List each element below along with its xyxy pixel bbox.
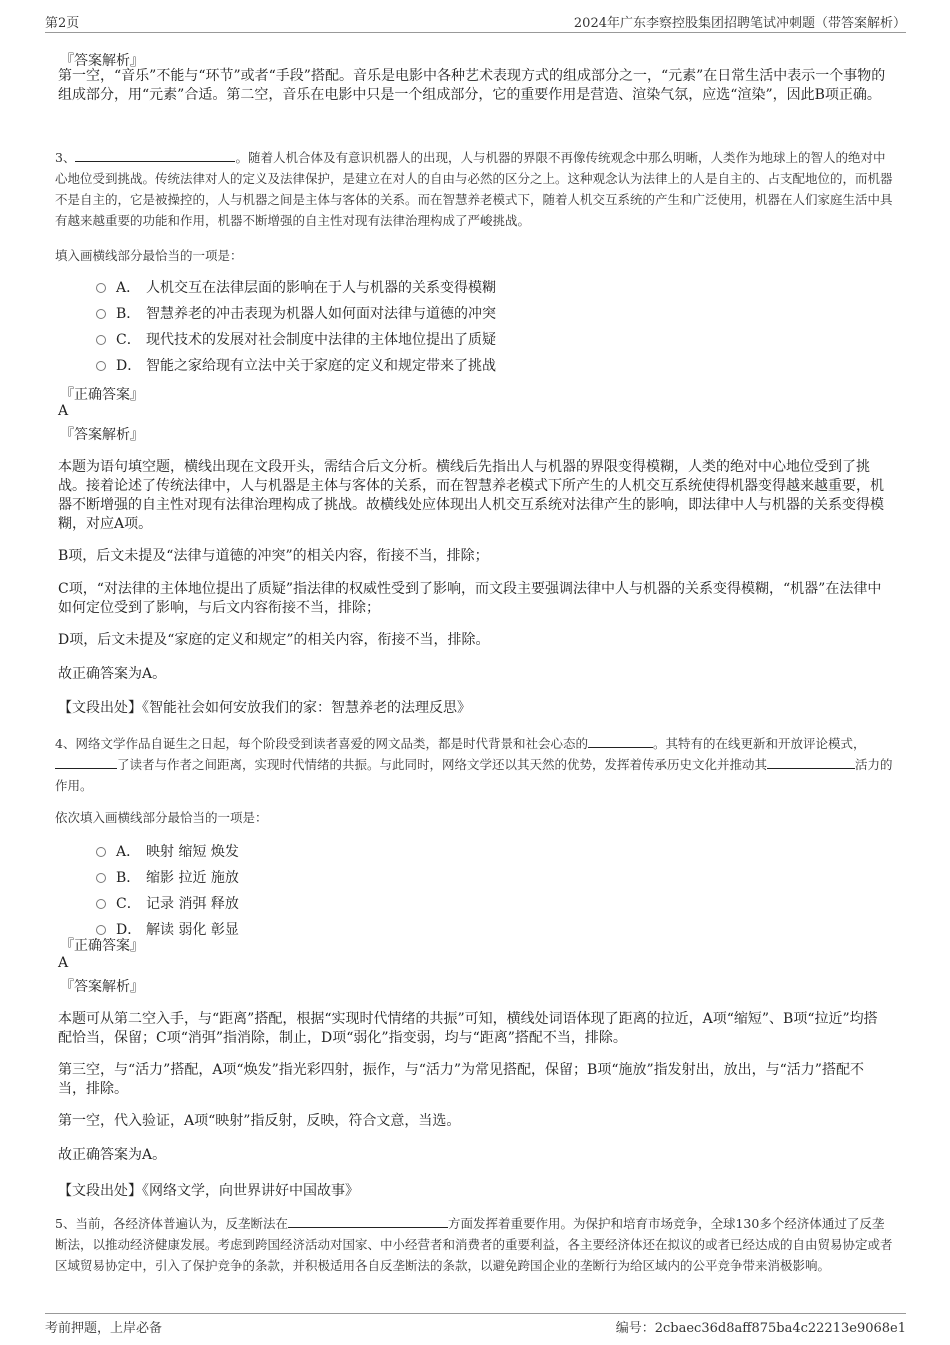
- question-4-correct-label: 『正确答案』: [60, 938, 144, 954]
- radio-icon[interactable]: [96, 873, 106, 883]
- radio-icon[interactable]: [96, 925, 106, 935]
- question-3-source: 【文段出处】《智能社会如何安放我们的家：智慧养老的法理反思》: [58, 700, 471, 716]
- question-3-option-a[interactable]: A． 人机交互在法律层面的影响在于人与机器的关系变得模糊: [96, 278, 496, 298]
- top-analysis-text: 第一空，“音乐”不能与“环节”或者“手段”搭配。音乐是电影中各种艺术表现方式的组成部分之一，“元素”在日常生活中表示一个事物的组成部分，用“元素”合适。第二空，音乐在电影中只是一个组成部分，它的重要作用是营造、渲染气氛，应选“渲染”，因此B项正确。: [58, 68, 886, 103]
- question-3-answer: A: [58, 403, 69, 419]
- question-4-prompt: 依次填入画横线部分最恰当的一项是：: [55, 810, 268, 825]
- top-analysis-label: 『答案解析』: [60, 53, 144, 69]
- document-code: 编号：2cbaec36d8aff875ba4c22213e9068e1: [615, 1321, 906, 1336]
- document-title: 2024年广东李察控股集团招聘笔试冲刺题（带答案解析）: [573, 16, 906, 31]
- radio-icon[interactable]: [96, 309, 106, 319]
- question-4-analysis-p3: 第一空，代入验证，A项“映射”指反射，反映，符合文意，当选。: [58, 1113, 461, 1129]
- question-4-stem: 4、网络文学作品自诞生之日起，每个阶段受到读者喜爱的网文品类，都是时代背景和社会心态的 。其特有的在线更新和开放评论模式，了读者与作者之间距离，实现时代情绪的共振。与此同时，网络文学还以其天然的优势，发挥着传承历史文化并推动其 活力的作用。: [55, 736, 893, 793]
- answer-blank: [55, 755, 117, 769]
- question-4-option-b[interactable]: B． 缩影 拉近 施放: [96, 868, 239, 888]
- footer-slogan: 考前押题，上岸必备: [45, 1321, 163, 1336]
- question-3-analysis-p4: D项，后文未提及“家庭的定义和规定”的相关内容，衔接不当，排除。: [58, 632, 490, 648]
- answer-blank: [767, 755, 855, 769]
- question-4-analysis-label: 『答案解析』: [60, 979, 144, 995]
- question-3-correct-label: 『正确答案』: [60, 387, 144, 403]
- page-footer: [45, 1313, 906, 1337]
- question-3-prompt: 填入画横线部分最恰当的一项是：: [55, 248, 243, 263]
- question-4-option-c[interactable]: C． 记录 消弭 释放: [96, 894, 239, 914]
- question-4-analysis-p1: 本题可从第二空入手，与“距离”搭配，根据“实现时代情绪的共振”可知，横线处词语体现了距离的拉近，A项“缩短”、B项“拉近”均搭配恰当，保留；C项“消弭”指消除，制止，D项“弱化”指变弱，均与“距离”搭配不当，排除。: [58, 1011, 878, 1046]
- question-3-analysis-p1: 本题为语句填空题，横线出现在文段开头，需结合后文分析。横线后先指出人与机器的界限变得模糊，人类的绝对中心地位受到了挑战。接着论述了传统法律中，人与机器是主体与客体的关系，而在智慧养老模式下所产生的人机交互系统使得机器变得越来越重要，机器不断增强的自主性对现有法律治理构成了挑战。故横线处应体现出人机交互系统对法律产生的影响，即法律中人与机器的关系变得模糊，对应A项。: [58, 459, 884, 532]
- question-4-answer: A: [58, 955, 69, 971]
- answer-blank: [588, 734, 653, 748]
- question-4-option-d[interactable]: D． 解读 弱化 彰显: [96, 920, 239, 940]
- question-3-analysis-p2: B项，后文未提及“法律与道德的冲突”的相关内容，衔接不当，排除；: [58, 548, 489, 564]
- question-4-analysis-p2: 第三空，与“活力”搭配，A项“焕发”指光彩四射，振作，与“活力”为常见搭配，保留；B项“施放”指发射出，放出，与“活力”搭配不当，排除。: [58, 1062, 864, 1097]
- page-header: [45, 12, 906, 33]
- question-3-option-d[interactable]: D． 智能之家给现有立法中关于家庭的定义和规定带来了挑战: [96, 356, 496, 376]
- radio-icon[interactable]: [96, 899, 106, 909]
- question-4-option-a[interactable]: A． 映射 缩短 焕发: [96, 842, 239, 862]
- question-3-analysis-label: 『答案解析』: [60, 427, 144, 443]
- radio-icon[interactable]: [96, 335, 106, 345]
- question-3-analysis-p3: C项，“对法律的主体地位提出了质疑”指法律的权威性受到了影响，而文段主要强调法律中人与机器的关系变得模糊，“机器”在法律中如何定位受到了影响，与后文内容衔接不当，排除；: [58, 581, 882, 616]
- question-4-analysis-p4: 故正确答案为A。: [58, 1147, 167, 1163]
- page-number: 第2页: [45, 16, 80, 31]
- answer-blank: [288, 1214, 448, 1228]
- question-3-option-c[interactable]: C． 现代技术的发展对社会制度中法律的主体地位提出了质疑: [96, 330, 496, 350]
- question-3-analysis-p5: 故正确答案为A。: [58, 666, 167, 682]
- question-3-stem: 3、 。随着人机合体及有意识机器人的出现，人与机器的界限不再像传统观念中那么明晰，人类作为地球上的智人的绝对中心地位受到挑战。传统法律对人的定义及法律保护，是建立在对人的自由与必然的区分之上。这种观念认为法律上的人是自主的、占支配地位的，而机器不是自主的，它是被操控的，人与机器之间是主体与客体的关系。而在智慧养老模式下，随着人机交互系统的产生和广泛使用，机器在人们家庭生活中具有越来越重要的功能和作用，机器不断增强的自主性对现有法律治理构成了严峻挑战。: [55, 150, 893, 228]
- question-3-option-b[interactable]: B． 智慧养老的冲击表现为机器人如何面对法律与道德的冲突: [96, 304, 496, 324]
- question-4-source: 【文段出处】《网络文学，向世界讲好中国故事》: [58, 1183, 359, 1199]
- radio-icon[interactable]: [96, 361, 106, 371]
- radio-icon[interactable]: [96, 847, 106, 857]
- question-5-stem: 5、当前，各经济体普遍认为，反垄断法在 方面发挥着重要作用。为保护和培育市场竞争，全球130多个经济体通过了反垄断法，以推动经济健康发展。考虑到跨国经济活动对国家、中小经营者和消费者的重要利益，各主要经济体还在拟议的或者已经达成的自由贸易协定或者区域贸易协定中，引入了保护竞争的条款，并积极适用各自反垄断法的条款，以避免跨国企业的垄断行为给区域内的公平竞争带来消极影响。: [55, 1216, 893, 1273]
- answer-blank: [75, 148, 235, 162]
- radio-icon[interactable]: [96, 283, 106, 293]
